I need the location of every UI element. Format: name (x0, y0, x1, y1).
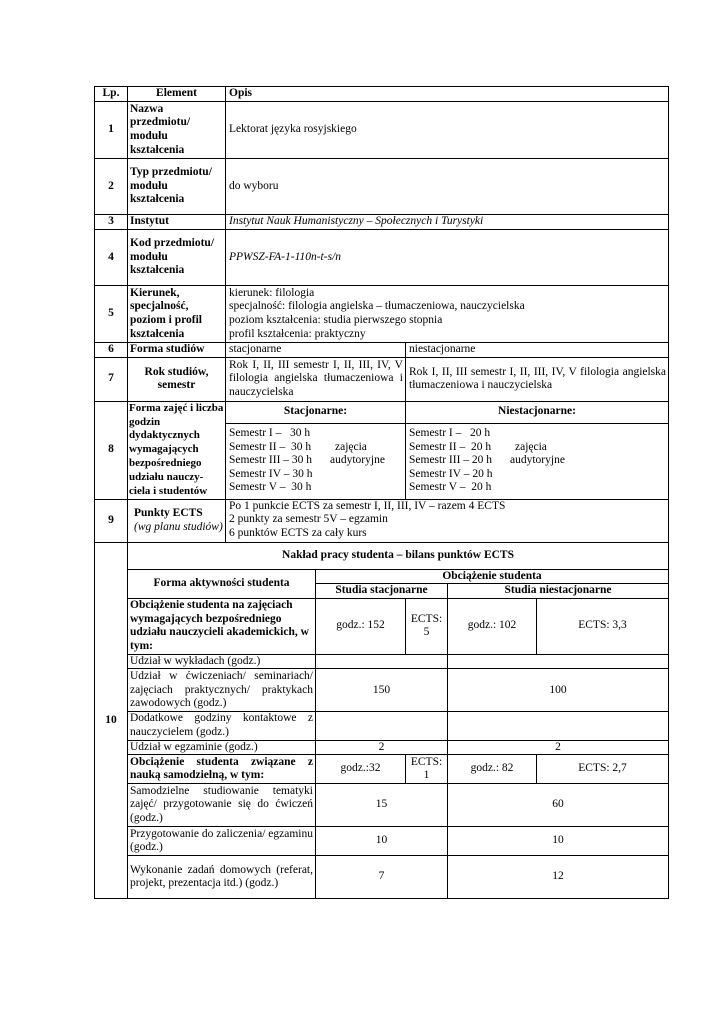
row-number: 5 (95, 286, 128, 343)
row-number: 9 (95, 499, 128, 542)
table-row (95, 230, 669, 286)
table-row (95, 569, 669, 584)
niestac-ects: ECTS: 2,7 (537, 755, 669, 784)
row-number: 10 (95, 542, 128, 899)
row-value (226, 286, 669, 343)
stac-godz (316, 598, 406, 654)
semestr-5: Semestr V – 20 h (409, 481, 492, 494)
table-row (95, 286, 669, 343)
row-label: Rok studiów, semestr (128, 357, 226, 401)
table-row (95, 669, 669, 712)
row-label: Kod przedmiotu/ modułu kształcenia (128, 230, 226, 286)
niestac-value: 12 (448, 856, 669, 899)
row-label: Instytut (128, 215, 226, 230)
activity-type: zajęcia (515, 440, 547, 453)
semestr-2: Semestr II – 30 h (229, 440, 312, 453)
table-header-row (95, 87, 669, 102)
stac-value: 150 (316, 669, 448, 712)
stacjonarne-heading: Stacjonarne: (226, 401, 406, 423)
table-row (95, 740, 669, 755)
studia-stacjonarne-header: Studia stacjonarne (316, 584, 448, 599)
semestr-4: Semestr IV – 20 h (409, 467, 493, 480)
niestacjonarne-heading: Niestacjonarne: (406, 401, 669, 423)
stac-value: 15 (316, 784, 448, 827)
forma-niestacjonarne: niestacjonarne (406, 343, 669, 358)
table-row (95, 755, 669, 784)
stac-godz: godz.:32 (316, 755, 406, 784)
row-number: 1 (95, 102, 128, 159)
table-row (95, 343, 669, 358)
activity-label: Obciążenie studenta związane z nauką samodzielną, w tym: (128, 755, 316, 784)
course-description-page (94, 86, 668, 899)
semestry-niestacjonarne (406, 423, 669, 499)
table-row (95, 827, 669, 856)
header-opis: Opis (226, 87, 669, 102)
niestac-value: 10 (448, 827, 669, 856)
row-value: PPWSZ-FA-1-110n-t-s/n (226, 230, 669, 286)
semestr-2: Semestr II – 20 h (409, 440, 492, 453)
row-number: 8 (95, 401, 128, 499)
row-label: Forma studiów (128, 343, 226, 358)
forma-aktywnosci-header: Forma aktywności studenta (128, 569, 316, 598)
row-value: Lektorat języka rosyjskiego (226, 102, 669, 159)
semestr-1: Semestr I – 30 h (229, 427, 311, 440)
studia-niestacjonarne-header: Studia niestacjonarne (448, 584, 669, 599)
profil-line: profil kształcenia: praktyczny (229, 327, 366, 340)
activity-type-2: audytoryjne (510, 454, 565, 467)
niestac-value (448, 712, 669, 740)
semestr-4: Semestr IV – 30 h (229, 467, 313, 480)
semestr-3: Semestr III – 30 h (229, 454, 313, 467)
rok-stacjonarne: Rok I, II, III semestr I, II, III, IV, V filologia angielska tłumaczeniowa i nauczycielska (226, 357, 406, 401)
stac-value: 10 (316, 827, 448, 856)
niestac-godz: godz.: 102 (448, 598, 537, 654)
row-value: do wyboru (226, 159, 669, 215)
table-row (95, 401, 669, 423)
ects-label: Punkty ECTS (134, 507, 203, 519)
row-label: Nazwa przedmiotu/ modułu kształcenia (128, 102, 226, 159)
stac-value (316, 654, 448, 669)
niestac-value: 100 (448, 669, 669, 712)
kierunek-line: kierunek: filologia (229, 286, 315, 299)
activity-label: Obciążenie studenta na zajęciach wymagających bezpośredniego udziału nauczycieli akademickich, w tym: (128, 598, 316, 654)
rok-niestacjonarne: Rok I, II, III semestr I, II, III, IV, V filologia angielska tłumaczeniowa i nauczycielska (406, 357, 669, 401)
table-row (95, 856, 669, 899)
stac-value: 2 (316, 740, 448, 755)
row-label: Typ przedmiotu/ modułu kształcenia (128, 159, 226, 215)
table-row (95, 102, 669, 159)
row-value: Instytut Nauk Humanistyczny – Społecznych i Turystyki (226, 215, 669, 230)
ects-line-2: 2 punkty za semestr 5V – egzamin (229, 513, 388, 526)
niestac-godz: godz.: 82 (448, 755, 537, 784)
stac-ects: ECTS: 1 (406, 755, 448, 784)
activity-label: Udział w wykładach (godz.) (128, 654, 316, 669)
row-value (226, 499, 669, 542)
niestac-value (448, 654, 669, 669)
table-row (95, 499, 669, 542)
semestr-3: Semestr III – 20 h (409, 454, 493, 467)
niestac-value: 60 (448, 784, 669, 827)
activity-label: Udział w ćwiczeniach/ seminariach/ zajęciach praktycznych/ praktykach zawodowych (godz.) (128, 669, 316, 712)
ects-line-3: 6 punktów ECTS za cały kurs (229, 526, 367, 539)
ects-label-sub: (wg planu studiów) (134, 520, 223, 533)
row-number: 6 (95, 343, 128, 358)
row-label (128, 499, 226, 542)
table-row (95, 784, 669, 827)
table-row (95, 598, 669, 654)
stac-godz-value: godz.: 152 (336, 619, 385, 632)
activity-label: Udział w egzaminie (godz.) (128, 740, 316, 755)
stac-value (316, 712, 448, 740)
niestac-value: 2 (448, 740, 669, 755)
activity-label: Dodatkowe godziny kontaktowe z nauczycielem (godz.) (128, 712, 316, 740)
table-row (95, 654, 669, 669)
row-number: 2 (95, 159, 128, 215)
row-number: 4 (95, 230, 128, 286)
row-label: Forma zajęć i liczba godzin dydaktycznych wymagających bezpośredniego udziału nauczy-ciela i studentów (128, 401, 226, 499)
table-row (95, 357, 669, 401)
activity-type-2: audytoryjne (330, 454, 385, 467)
obciazenie-header: Obciążenie studenta (316, 569, 669, 584)
ects-balance-title: Nakład pracy studenta – bilans punktów ECTS (128, 542, 669, 569)
header-lp: Lp. (95, 87, 128, 102)
semestry-stacjonarne (226, 423, 406, 499)
stac-ects: ECTS: 5 (406, 598, 448, 654)
semestr-1: Semestr I – 20 h (409, 427, 491, 440)
ects-line-1: Po 1 punkcie ECTS za semestr I, II, III, IV – razem 4 ECTS (229, 499, 506, 512)
activity-label: Wykonanie zadań domowych (referat, projekt, prezentacja itd.) (godz.) (128, 856, 316, 899)
table-row (95, 215, 669, 230)
activity-label: Przygotowanie do zaliczenia/ egzaminu (godz.) (128, 827, 316, 856)
niestac-ects: ECTS: 3,3 (537, 598, 669, 654)
header-element: Element (128, 87, 226, 102)
semestr-5: Semestr V – 30 h (229, 481, 312, 494)
row-number: 3 (95, 215, 128, 230)
course-table (94, 86, 669, 899)
row-label: Kierunek, specjalność, poziom i profil kształcenia (128, 286, 226, 343)
stac-value: 7 (316, 856, 448, 899)
poziom-line: poziom kształcenia: studia pierwszego stopnia (229, 314, 443, 326)
specjalnosc-line: specjalność: filologia angielska – tłumaczeniowa, nauczycielska (229, 300, 525, 313)
activity-type: zajęcia (335, 440, 367, 453)
ects-balance-title-row (95, 542, 669, 569)
table-row (95, 159, 669, 215)
activity-label: Samodzielne studiowanie tematyki zajęć/ przygotowanie się do ćwiczeń (godz.) (128, 784, 316, 827)
forma-stacjonarne: stacjonarne (226, 343, 406, 358)
row-number: 7 (95, 357, 128, 401)
table-row (95, 712, 669, 740)
